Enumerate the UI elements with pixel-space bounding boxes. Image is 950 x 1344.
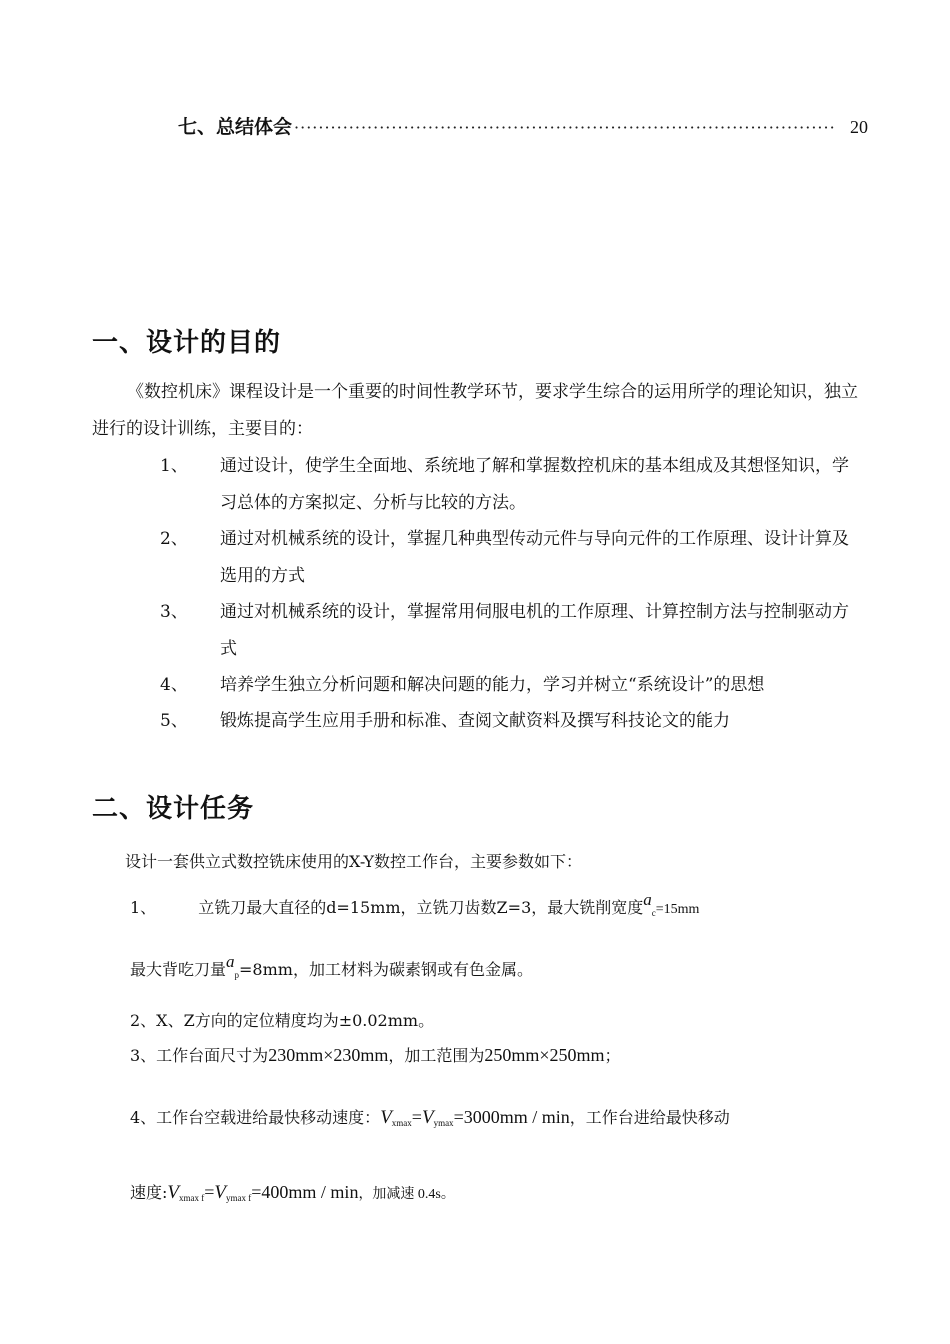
math-speed-value: =400mm / min bbox=[251, 1182, 359, 1202]
math-equals: = bbox=[204, 1182, 215, 1202]
task-param-text: 最大背吃刀量 bbox=[130, 960, 227, 979]
list-item bbox=[160, 703, 860, 740]
task-param-text: 立铣刀最大直径的d=15mm，立铣刀齿数Z=3，最大铣削宽度 bbox=[198, 898, 644, 917]
task-param-rapid-speed bbox=[130, 1105, 730, 1129]
math-equals: = bbox=[411, 1107, 422, 1127]
list-item-text: 锻炼提高学生应用手册和标准、查阅文献资料及撰写科技论文的能力 bbox=[220, 711, 730, 731]
math-var-v: V bbox=[380, 1107, 392, 1128]
list-item-text: 通过对机械系统的设计，掌握常用伺服电机的工作原理、计算控制方法与控制驱动方式 bbox=[220, 602, 849, 659]
task-param-cutter bbox=[130, 890, 699, 918]
list-item bbox=[160, 448, 860, 522]
toc-entry-summary[interactable] bbox=[178, 112, 868, 142]
list-item bbox=[160, 521, 860, 595]
toc-entry-title: 七、总结体会 bbox=[178, 116, 293, 138]
task-param-accuracy: 2、X、Z方向的定位精度均为±0.02mm。 bbox=[130, 1011, 435, 1030]
task-param-feed-speed bbox=[130, 1180, 455, 1204]
task-param-text: 速度: bbox=[130, 1183, 168, 1202]
math-table-size: 230mm×230mm bbox=[268, 1045, 389, 1065]
math-var-v: V bbox=[421, 1107, 434, 1128]
list-item bbox=[160, 667, 860, 704]
task-param-value: =15mm bbox=[655, 902, 700, 917]
math-var-a: a bbox=[643, 890, 652, 909]
task-param-text: ； bbox=[604, 1046, 621, 1065]
list-item-number: 4、 bbox=[160, 675, 188, 695]
list-item-text: 通过设计，使学生全面地、系统地了解和掌握数控机床的基本组成及其想怪知识，学习总体的方案拟定、分析与比较的方法。 bbox=[220, 456, 849, 513]
math-work-range: 250mm×250mm bbox=[484, 1045, 605, 1065]
math-subscript: ymax f bbox=[226, 1193, 252, 1203]
math-subscript: xmax bbox=[391, 1118, 412, 1128]
math-var-v: V bbox=[214, 1182, 227, 1203]
toc-page-number: 20 bbox=[850, 117, 868, 137]
list-item-number: 3、 bbox=[160, 602, 188, 622]
task-param-number: 1、 bbox=[130, 898, 157, 917]
math-subscript: ymax bbox=[433, 1118, 454, 1128]
math-subscript: c bbox=[651, 908, 656, 918]
section-heading-purpose: 一、设计的目的 bbox=[92, 328, 282, 358]
list-item-number: 5、 bbox=[160, 711, 188, 731]
list-item-number: 2、 bbox=[160, 529, 188, 549]
task-param-text: ，加工范围为 bbox=[388, 1046, 485, 1065]
task-param-text: 4、工作台空载进给最快移动速度： bbox=[130, 1108, 381, 1127]
math-subscript: p bbox=[234, 970, 240, 980]
list-item bbox=[160, 594, 860, 668]
task-intro-paragraph: 设计一套供立式数控铣床使用的X-Y数控工作台，主要参数如下： bbox=[125, 852, 583, 871]
list-item-text: 通过对机械系统的设计，掌握几种典型传动元件与导向元件的工作原理、设计计算及选用的方式 bbox=[220, 529, 849, 586]
purpose-intro-paragraph: 《数控机床》课程设计是一个重要的时间性教学环节，要求学生综合的运用所学的理论知识，独立进行的设计训练，主要目的： bbox=[92, 382, 858, 439]
list-item-text: 培养学生独立分析问题和解决问题的能力，学习并树立“系统设计”的思想 bbox=[220, 675, 765, 695]
math-var-a: a bbox=[226, 952, 235, 971]
task-param-text: =8mm，加工材料为碳素钢或有色金属。 bbox=[239, 960, 533, 979]
task-param-depth bbox=[130, 952, 533, 980]
task-param-table-size bbox=[130, 1043, 621, 1066]
math-var-v: V bbox=[167, 1182, 180, 1203]
math-speed-value: =3000mm / min bbox=[453, 1107, 570, 1127]
math-subscript: xmax f bbox=[179, 1193, 205, 1203]
list-item-number: 1、 bbox=[160, 456, 188, 476]
task-param-text: ，加减速 0.4s。 bbox=[358, 1187, 455, 1202]
toc-leader-dots: ························································································· bbox=[294, 118, 836, 137]
task-param-text: 3、工作台面尺寸为 bbox=[130, 1046, 269, 1065]
task-param-text: ，工作台进给最快移动 bbox=[569, 1108, 730, 1127]
section-heading-task: 二、设计任务 bbox=[92, 794, 255, 824]
